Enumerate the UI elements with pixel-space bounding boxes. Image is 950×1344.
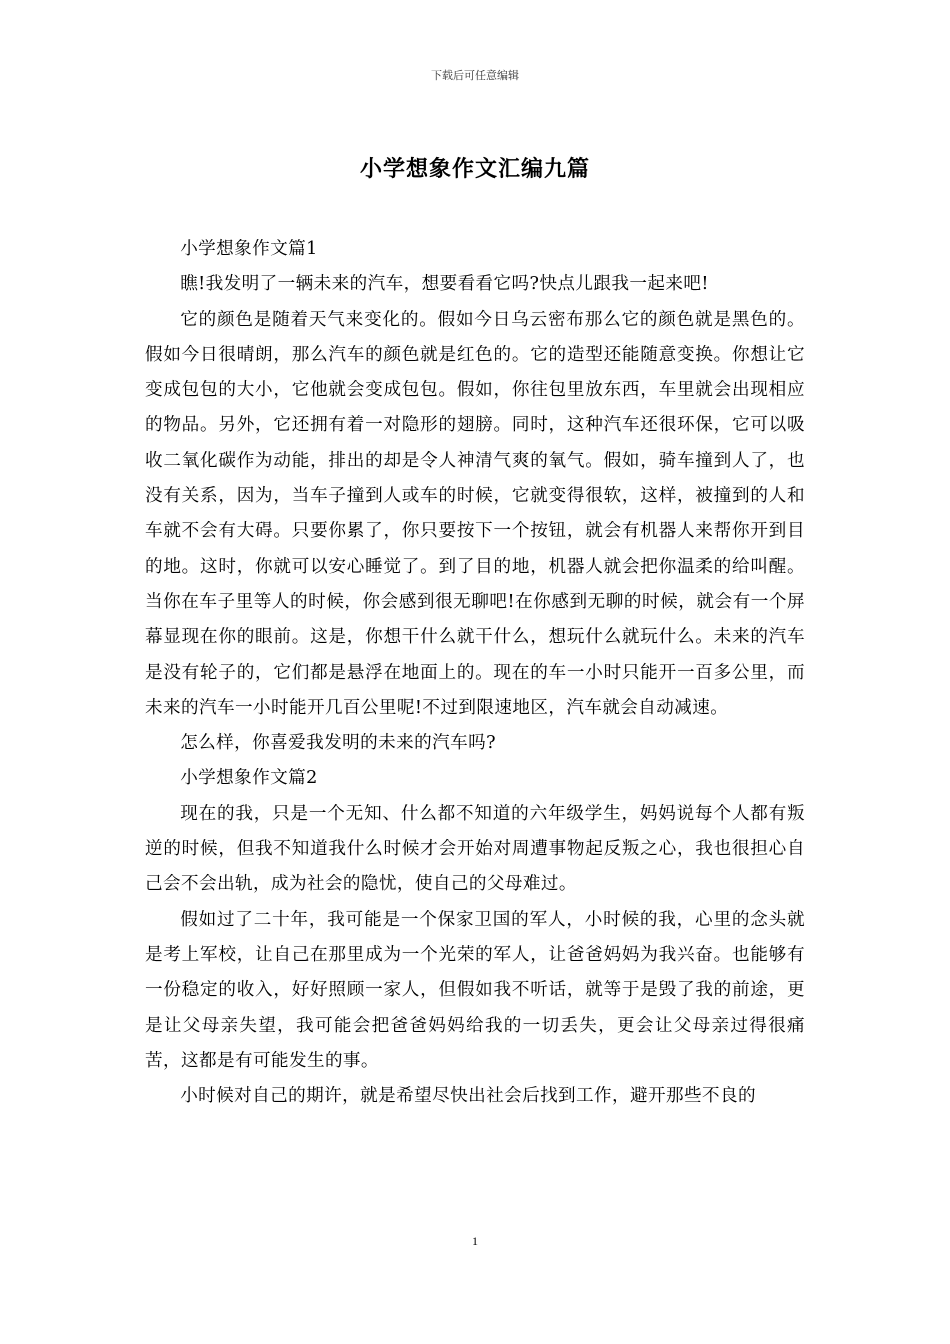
paragraph: 瞧!我发明了一辆未来的汽车，想要看看它吗?快点儿跟我一起来吧! <box>180 274 709 295</box>
section-heading-2: 小学想象作文篇2 <box>180 768 318 789</box>
paragraph: 假如过了二十年，我可能是一个保家卫国的军人，小时候的我，心里的念头就是考上军校，让自己在那里成为一个光荣的军人，让爸爸妈妈为我兴奋。也能够有一份稳定的收入，好好照顾一家人，但假如我不听话，就等于是毁了我的前途，更是让父母亲失望，我可能会把爸爸妈妈给我的一切丢失，更会让父母亲过得很痛苦，这都是有可能发生的事。 <box>145 909 805 1071</box>
document-body <box>145 232 805 1114</box>
page-header: 下载后可任意编辑 <box>431 69 519 82</box>
paragraph: 现在的我，只是一个无知、什么都不知道的六年级学生，妈妈说每个人都有叛逆的时候，但我不知道我什么时候才会开始对周遭事物起反叛之心，我也很担心自己会不会出轨，成为社会的隐忧，使自己的父母难过。 <box>145 803 805 895</box>
paragraph: 怎么样，你喜爱我发明的未来的汽车吗? <box>180 733 496 754</box>
document-title: 小学想象作文汇编九篇 <box>359 157 590 182</box>
section-heading-1: 小学想象作文篇1 <box>180 239 318 259</box>
paragraph: 它的颜色是随着天气来变化的。假如今日乌云密布那么它的颜色就是黑色的。假如今日很晴朗，那么汽车的颜色就是红色的。它的造型还能随意变换。你想让它变成包包的大小，它他就会变成包包。假如，你往包里放东西，车里就会出现相应的物品。另外，它还拥有着一对隐形的翅膀。同时，这种汽车还很环保，它可以吸收二氧化碳作为动能，排出的却是令人神清气爽的氧气。假如，骑车撞到人了，也没有关系，因为，当车子撞到人或车的时候，它就变得很软，这样，被撞到的人和车就不会有大碍。只要你累了，你只要按下一个按钮，就会有机器人来帮你开到目的地。这时，你就可以安心睡觉了。到了目的地，机器人就会把你温柔的给叫醒。当你在车子里等人的时候，你会感到很无聊吧!在你感到无聊的时候，就会有一个屏幕显现在你的眼前。这是，你想干什么就干什么，想玩什么就玩什么。未来的汽车是没有轮子的，它们都是悬浮在地面上的。现在的车一小时只能开一百多公里，而未来的汽车一小时能开几百公里呢!不过到限速地区，汽车就会自动减速。 <box>145 309 805 718</box>
paragraph: 小时候对自己的期许，就是希望尽快出社会后找到工作，避开那些不良的 <box>180 1086 756 1107</box>
page-number: 1 <box>472 1234 478 1248</box>
